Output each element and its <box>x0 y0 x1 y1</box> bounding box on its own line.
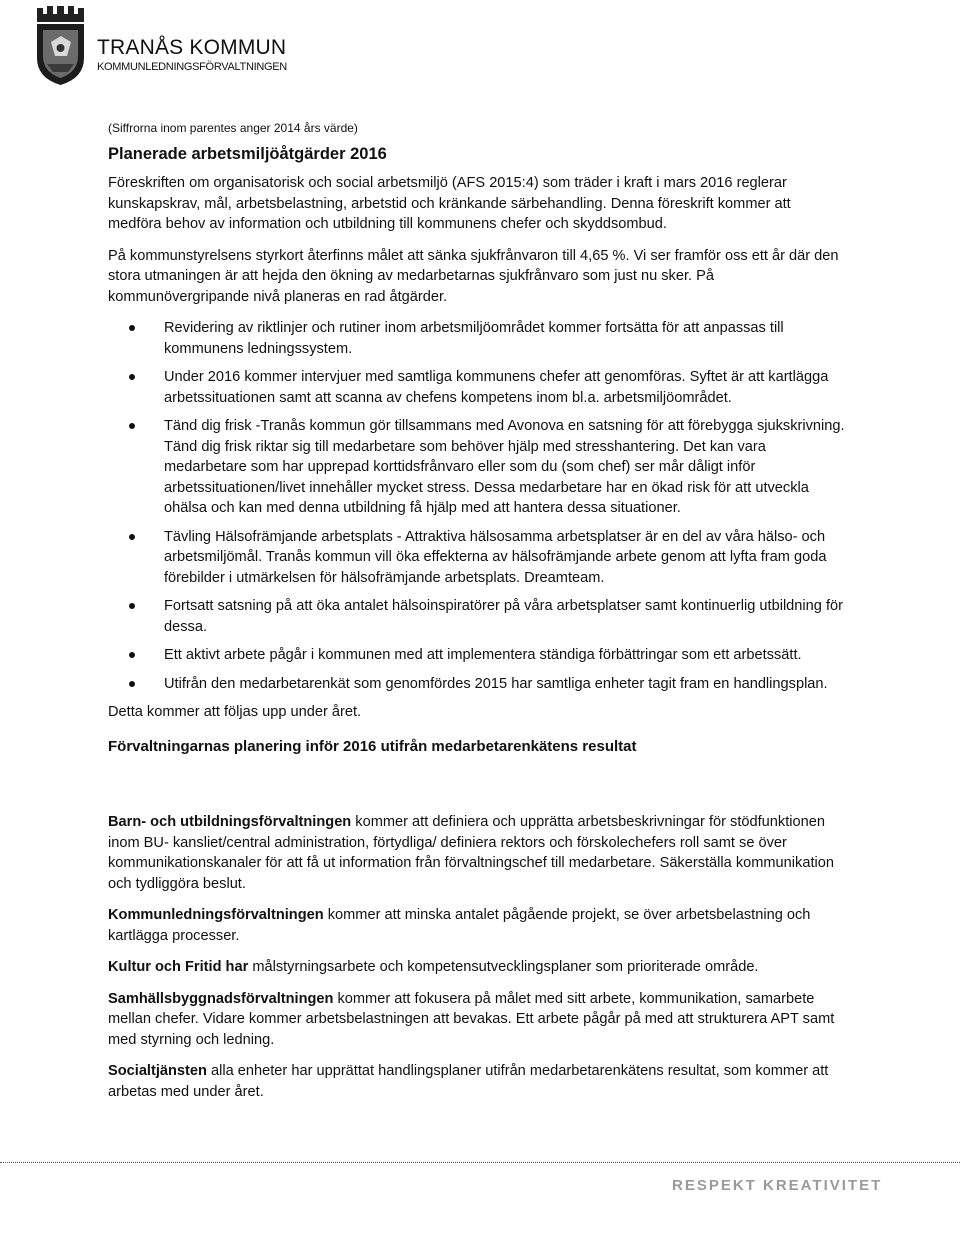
section-heading: Planerade arbetsmiljöåtgärder 2016 <box>108 145 387 163</box>
unit-paragraph-samhallsbyggnad <box>108 989 848 1051</box>
list-item <box>108 527 848 589</box>
followup-text: Detta kommer att följas upp under året. <box>108 704 362 720</box>
list-item <box>108 367 848 408</box>
unit-paragraph-kommunledning <box>108 905 848 946</box>
list-item-text: Fortsatt satsning på att öka antalet hälsoinspiratörer på våra arbetsplatser samt kontinuerlig utbildning för dessa. <box>164 598 843 635</box>
unit-name: Socialtjänsten <box>108 1063 207 1079</box>
list-item <box>108 674 848 695</box>
bullet-icon <box>129 681 135 687</box>
list-item <box>108 318 848 359</box>
unit-name: Kommunledningsförvaltningen <box>108 907 324 923</box>
list-item-text: Tänd dig frisk -Tranås kommun gör tillsammans med Avonova en satsning för att förebygga sjukskrivning. Tänd dig frisk riktar sig till medarbetare som behöver hjälp med stresshantering. Det kan vara medarbetare som har upprepad korttidsfrånvaro eller som du (som chef) ser mår dåligt inför arbetssituationen/livet innehåller mycket stress. Dessa medarbetare har en ökad risk för att utveckla ohälsa och kan med denna utbildning få hjälp med att hantera dessa situationer. <box>164 418 845 516</box>
list-item-text: Under 2016 kommer intervjuer med samtliga kommunens chefer att genomföras. Syftet är att kartlägga arbetssituationen samt att scanna av chefens kompetens inom bl.a. arbetsmiljöområdet. <box>164 369 829 406</box>
list-item <box>108 416 848 519</box>
unit-text: alla enheter har upprättat handlingsplaner utifrån medarbetarenkätens resultat, som kommer att arbetas med under året. <box>108 1063 829 1100</box>
bullet-icon <box>129 423 135 429</box>
list-item-text: Revidering av riktlinjer och rutiner inom arbetsmiljöområdet kommer fortsätta för att anpassas till kommunens ledningssystem. <box>164 320 784 357</box>
letterhead <box>33 6 433 88</box>
unit-text: kommer att definiera och upprätta arbetsbeskrivningar för stödfunktionen inom BU- kansliet/central administration, förtydliga/ definiera rektors och förskolechefers roll samt se över kommunikationskanaler för att få ut information från förvaltningschef till medarbetare. Säkerställa kommunikation och tydliggöra beslut. <box>108 814 834 892</box>
measures-list <box>108 318 848 694</box>
list-item <box>108 645 848 666</box>
document-body <box>108 120 848 1113</box>
unit-name: Barn- och utbildningsförvaltningen <box>108 814 352 830</box>
bullet-icon <box>129 652 135 658</box>
unit-text: kommer att fokusera på målet med sitt arbete, kommunikation, samarbete mellan chefer. Vidare kommer arbetsbelastningen att bevakas. Ett arbete pågår på med att strukturera APT samt med styrning och ledning. <box>108 990 835 1048</box>
list-item-text: Utifrån den medarbetarenkät som genomfördes 2015 har samtliga enheter tagit fram en handlingsplan. <box>164 675 828 692</box>
municipal-crest-icon <box>33 6 88 86</box>
subsection-heading: Förvaltningarnas planering inför 2016 utifrån medarbetarenkätens resultat <box>108 737 637 755</box>
org-name: TRANÅS KOMMUN <box>97 36 287 59</box>
paragraph-regulation: Föreskriften om organisatorisk och social arbetsmiljö (AFS 2015:4) som träder i kraft i mars 2016 reglerar kunskapskrav, mål, arbetsbelastning, arbetstid och kränkande särbehandling. Denna föreskrift kommer att medföra behov av information och utbildning till kommunens chefer och skyddsombud. <box>108 175 791 232</box>
bullet-icon <box>129 325 135 331</box>
unit-paragraph-bu <box>108 812 848 894</box>
unit-paragraph-socialtjansten <box>108 1061 848 1102</box>
list-item-text: Tävling Hälsofrämjande arbetsplats - Attraktiva hälsosamma arbetsplatser är en del av våra hälso- och arbetsmiljömål. Tranås kommun vill öka effekterna av hälsofrämjande arbete genom att lyfta fram goda förebilder i utmärkelsen för hälsofrämjande arbetsplats. Dreamteam. <box>164 528 827 586</box>
unit-name: Samhällsbyggnadsförvaltningen <box>108 990 334 1007</box>
footer-slogan: RESPEKT KREATIVITET <box>672 1177 883 1194</box>
figures-note: (Siffrorna inom parentes anger 2014 års värde) <box>108 121 358 135</box>
bullet-icon <box>129 603 135 609</box>
footer-divider <box>0 1162 960 1163</box>
list-item <box>108 596 848 637</box>
bullet-icon <box>129 374 135 380</box>
unit-text: kommer att minska antalet pågående projekt, se över arbetsbelastning och kartlägga processer. <box>108 907 811 944</box>
unit-name: Kultur och Fritid har <box>108 959 249 975</box>
org-department: KOMMUNLEDNINGSFÖRVALTNINGEN <box>97 61 287 73</box>
bullet-icon <box>129 534 135 540</box>
unit-text: målstyrningsarbete och kompetensutvecklingsplaner som prioriterade område. <box>248 959 759 975</box>
paragraph-sick-leave-goal: På kommunstyrelsens styrkort återfinns målet att sänka sjukfrånvaron till 4,65 %. Vi ser framför oss ett år där den stora utmaningen är att hejda den ökning av medarbetarnas sjukfrånvaro som just nu sker. På kommunövergripande nivå planeras en rad åtgärder. <box>108 247 839 305</box>
list-item-text: Ett aktivt arbete pågår i kommunen med att implementera ständiga förbättringar som ett arbetssätt. <box>164 647 802 663</box>
unit-paragraph-kultur-fritid <box>108 957 848 978</box>
